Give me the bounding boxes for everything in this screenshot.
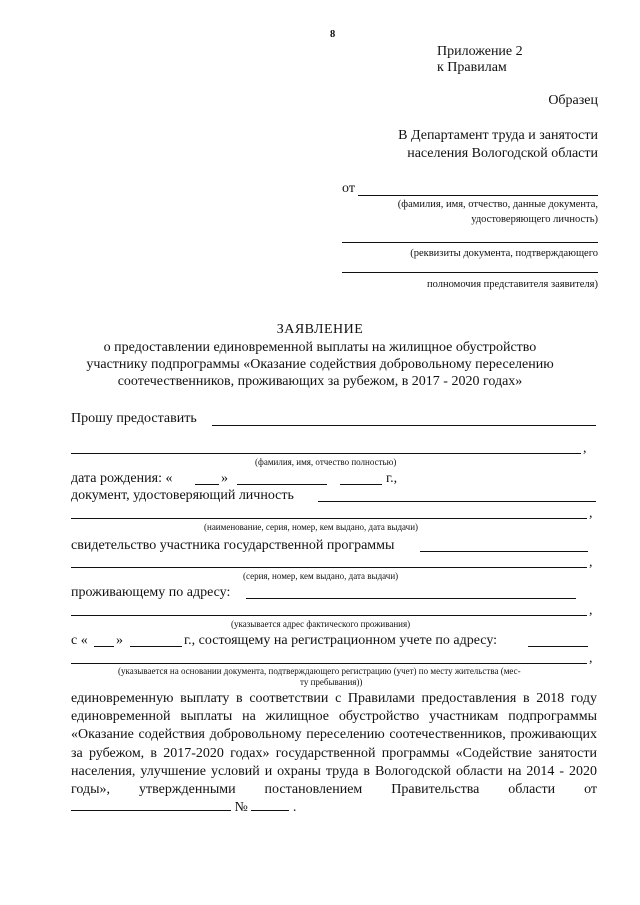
title-sub-3: соотечественников, проживающих за рубежом, в 2017 - 2020 годах» bbox=[117, 374, 523, 389]
birth-label: дата рождения: « bbox=[71, 471, 173, 486]
decree-date-input[interactable] bbox=[71, 799, 231, 811]
fio-comma: , bbox=[583, 441, 587, 456]
address-comma: , bbox=[589, 603, 593, 618]
certificate-input-line[interactable] bbox=[420, 551, 588, 552]
certificate-input-line-2[interactable] bbox=[71, 567, 587, 568]
reg-quote-close: » bbox=[116, 633, 123, 648]
end-dot: . bbox=[292, 800, 297, 816]
certificate-comma: , bbox=[589, 555, 593, 570]
appendix-line-2: к Правилам bbox=[437, 60, 507, 75]
reg-hint-1: (указывается на основании документа, подтверждающего регистрацию (учет) по месту жительства (мес- bbox=[118, 666, 521, 676]
title-sub-2: участнику подпрограммы «Оказание содействия добровольному переселению bbox=[86, 357, 554, 372]
decree-number-input[interactable] bbox=[251, 799, 289, 811]
birth-year-suffix: г., bbox=[386, 471, 398, 486]
from-input-line[interactable] bbox=[358, 195, 598, 196]
birth-year-input[interactable] bbox=[340, 484, 382, 485]
recipient-line-2: населения Вологодской области bbox=[407, 146, 598, 161]
reg-prefix: с « bbox=[71, 633, 88, 648]
representative-input-line[interactable] bbox=[342, 242, 598, 243]
id-doc-comma: , bbox=[589, 506, 593, 521]
birth-quote-close: » bbox=[221, 471, 228, 486]
reg-month-input[interactable] bbox=[130, 646, 182, 647]
reg-address-input-line-2[interactable] bbox=[71, 663, 587, 664]
representative-hint-1: (реквизиты документа, подтверждающего bbox=[410, 248, 598, 259]
address-label: проживающему по адресу: bbox=[71, 585, 231, 600]
document-title: ЗАЯВЛЕНИЕ bbox=[276, 322, 364, 337]
id-doc-input-line[interactable] bbox=[318, 501, 596, 502]
from-hint-1: (фамилия, имя, отчество, данные документа, bbox=[397, 199, 598, 210]
representative-hint-2: полномочия представителя заявителя) bbox=[427, 279, 598, 290]
title-sub-1: о предоставлении единовременной выплаты на жилищное обустройство bbox=[103, 340, 537, 355]
from-label: от bbox=[342, 181, 355, 196]
reg-day-input[interactable] bbox=[94, 646, 114, 647]
reg-hint-2: ту пребывания)) bbox=[300, 677, 363, 687]
reg-address-input-line[interactable] bbox=[528, 646, 588, 647]
birth-day-input[interactable] bbox=[195, 484, 219, 485]
fio-input-line[interactable] bbox=[71, 453, 581, 454]
closing-paragraph-text: единовременную выплату в соответствии с Правилами предоставления в 2018 году единовременной выплаты на жилищное обустройство участникам подпрограммы «Оказание содействия добровольному переселению соотечественников, проживающих за рубежом, в 2017-2020 годах» государственной программы «Содействие занятости населения, улучшение условий и охраны труда в Вологодской области на 2014 - 2020 годы», утвержденными постановлением Правительства области от bbox=[71, 691, 597, 798]
from-hint-2: удостоверяющего личность) bbox=[471, 214, 598, 225]
page-number: 8 bbox=[330, 29, 336, 40]
recipient-line-1: В Департамент труда и занятости bbox=[398, 128, 598, 143]
id-doc-input-line-2[interactable] bbox=[71, 518, 587, 519]
certificate-label: свидетельство участника государственной программы bbox=[71, 538, 395, 553]
address-hint: (указывается адрес фактического проживания) bbox=[231, 619, 411, 629]
id-doc-hint: (наименование, серия, номер, кем выдано, дата выдачи) bbox=[204, 522, 419, 532]
closing-paragraph bbox=[71, 690, 597, 817]
address-input-line[interactable] bbox=[246, 598, 576, 599]
birth-month-input[interactable] bbox=[237, 484, 327, 485]
number-sign: № bbox=[234, 800, 248, 816]
sample-label: Образец bbox=[548, 93, 598, 108]
fio-hint: (фамилия, имя, отчество полностью) bbox=[255, 457, 397, 467]
request-input-line[interactable] bbox=[212, 425, 596, 426]
representative-input-line-2[interactable] bbox=[342, 272, 598, 273]
request-label: Прошу предоставить bbox=[71, 411, 197, 426]
appendix-line-1: Приложение 2 bbox=[437, 44, 523, 59]
address-input-line-2[interactable] bbox=[71, 615, 587, 616]
reg-text: г., состоящему на регистрационном учете по адресу: bbox=[184, 633, 498, 648]
certificate-hint: (серия, номер, кем выдано, дата выдачи) bbox=[243, 571, 399, 581]
reg-comma: , bbox=[589, 651, 593, 666]
id-doc-label: документ, удостоверяющий личность bbox=[71, 488, 294, 503]
